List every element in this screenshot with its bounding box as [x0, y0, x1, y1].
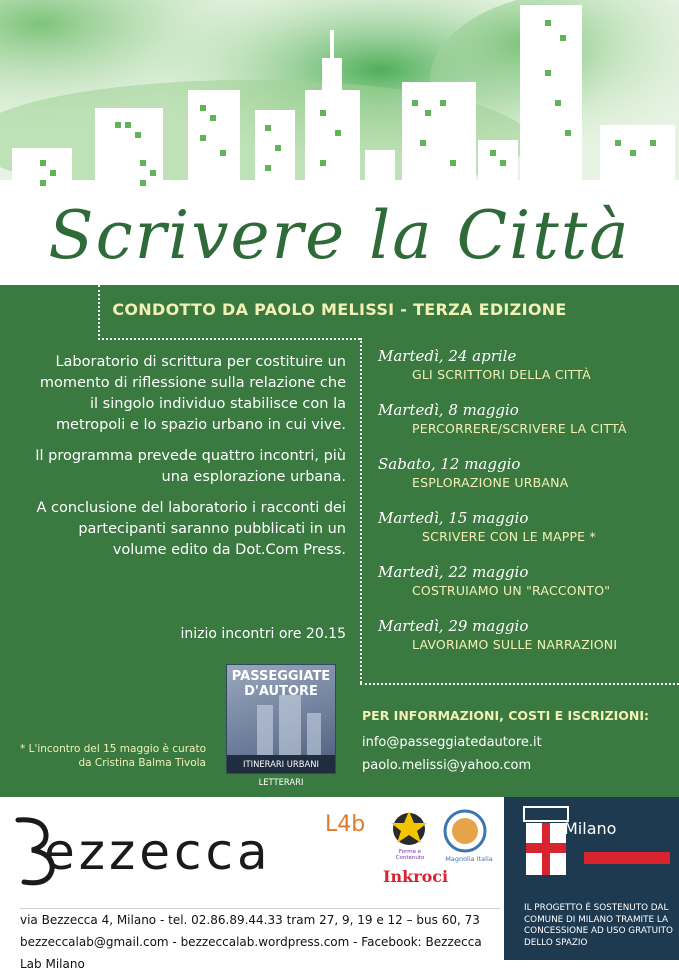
event-title: PERCORRERE/SCRIVERE LA CITTÀ	[412, 421, 627, 436]
list-item	[378, 562, 678, 616]
dotted-divider	[98, 285, 100, 340]
milano-red-bar	[584, 852, 670, 864]
start-time: inizio incontri ore 20.15	[180, 626, 346, 642]
list-item	[378, 508, 678, 562]
milano-name: Milano	[564, 819, 617, 838]
event-date: Martedì, 8 maggio	[378, 401, 519, 419]
description-paragraph: Il programma prevede quattro incontri, più una esplorazione urbana.	[35, 448, 346, 485]
info-block	[362, 708, 672, 777]
event-date: Martedì, 29 maggio	[378, 617, 529, 635]
event-list	[378, 346, 678, 670]
passeggiate-dautore-logo	[226, 664, 336, 787]
logo-building-shape	[257, 705, 273, 755]
bezzecca-suffix: L4b	[325, 812, 366, 837]
description	[30, 352, 346, 571]
dotted-divider	[360, 338, 362, 683]
logo-text-top: PASSEGGIATE D'AUTORE	[231, 669, 331, 699]
event-date: Martedì, 15 maggio	[378, 509, 529, 527]
info-heading: PER INFORMAZIONI, COSTI E ISCRIZIONI:	[362, 708, 650, 723]
address-line: via Bezzecca 4, Milano - tel. 02.86.89.44.33 tram 27, 9, 19 e 12 – bus 60, 73	[20, 913, 480, 927]
hero-skyline	[0, 0, 679, 285]
partner-logos	[383, 805, 499, 895]
footnote: * L'incontro del 15 maggio è curato da Cristina Balma Tivola	[20, 743, 206, 769]
address-block	[20, 908, 500, 975]
description-paragraph: A conclusione del laboratorio i racconti dei partecipanti saranno pubblicati in un volume edito da Dot.Com Press.	[36, 500, 346, 558]
partner-name: Magnolia Italia	[445, 855, 493, 863]
email-link[interactable]: paolo.melissi@yahoo.com	[362, 758, 532, 773]
logo-building-shape	[279, 695, 301, 755]
dotted-divider	[360, 683, 679, 685]
event-date: Martedì, 24 aprile	[378, 347, 517, 365]
event-title: SCRIVERE CON LE MAPPE *	[422, 529, 596, 544]
event-title: GLI SCRITTORI DELLA CITTÀ	[412, 367, 591, 382]
contacts-line: bezzeccalab@gmail.com - bezzeccalab.wordpress.com - Facebook: Bezzecca Lab Milano	[20, 935, 482, 971]
event-title: LAVORIAMO SULLE NARRAZIONI	[412, 637, 618, 652]
page-subtitle: CONDOTTO DA PAOLO MELISSI - TERZA EDIZIONE	[112, 300, 567, 319]
list-item	[378, 454, 678, 508]
partner-name: Forme e Contenuto	[395, 849, 425, 861]
dotted-divider	[98, 338, 360, 340]
event-date: Sabato, 12 maggio	[378, 455, 521, 473]
page-title: Scrivere la Città	[48, 197, 631, 274]
logo-text-bottom: ITINERARI URBANI LETTERARI	[227, 755, 335, 773]
milano-support-text: IL PROGETTO È SOSTENUTO DAL COMUNE DI MILANO TRAMITE LA CONCESSIONE AD USO GRATUITO DELLO SPAZIO	[524, 903, 673, 948]
list-item	[378, 616, 678, 670]
event-title: COSTRUIAMO UN "RACCONTO"	[412, 583, 611, 598]
partner-name: Inkroci	[383, 867, 449, 886]
email-link[interactable]: info@passeggiatedautore.it	[362, 735, 542, 750]
logo-building-shape	[307, 713, 321, 755]
event-title: ESPLORAZIONE URBANA	[412, 475, 569, 490]
event-date: Martedì, 22 maggio	[378, 563, 529, 581]
milano-crest-icon	[518, 803, 578, 893]
milano-panel	[504, 797, 679, 960]
bezzecca-wordmark: ezzecca	[44, 823, 272, 881]
list-item	[378, 346, 678, 400]
description-paragraph: Laboratorio di scrittura per costituire un momento di riflessione sulla relazione che il singolo individuo stabilisce con la metropoli e lo spazio urbano in cui vive.	[39, 354, 346, 433]
list-item	[378, 400, 678, 454]
